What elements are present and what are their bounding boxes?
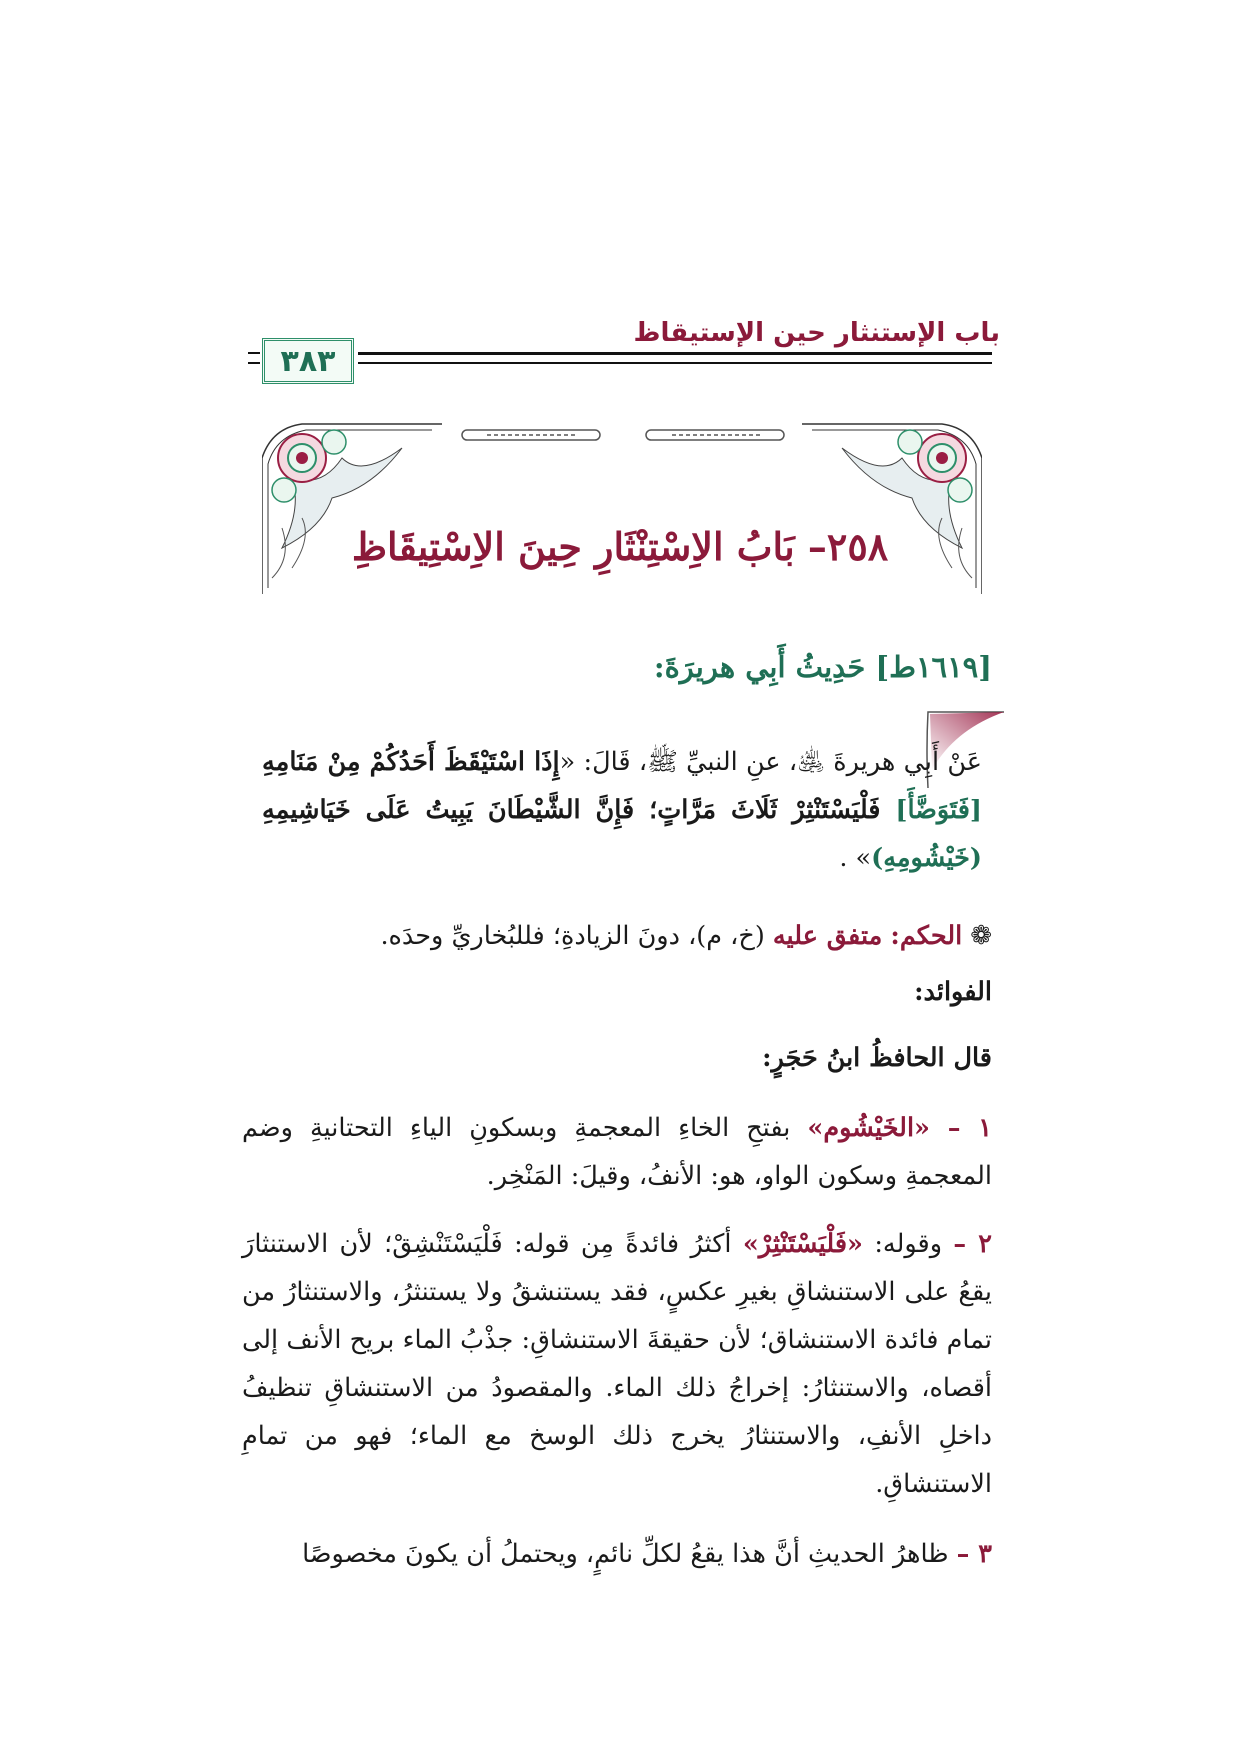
header-rule-left-bottom xyxy=(248,362,260,364)
hadith-intro: عَنْ أَبِي هريرةَ ﵁، عنِ النبيِّ ﷺ، قَالَ: « xyxy=(559,747,982,777)
point-keyword: «الخَيْشُوم» xyxy=(807,1113,948,1143)
point-number: ١ – xyxy=(947,1113,992,1143)
hadith-text xyxy=(262,738,982,882)
point-text: ظاهرُ الحديثِ أنَّ هذا يقعُ لكلِّ نائمٍ، ويحتملُ أن يكونَ مخصوصًا xyxy=(302,1539,957,1569)
point-number: ٣ – xyxy=(956,1539,992,1569)
running-header-title: باب الإستنثار حين الإستيقاظ xyxy=(633,318,1000,348)
benefits-heading: الفوائد: xyxy=(914,977,992,1007)
header-rule-left-top xyxy=(248,352,260,354)
benefit-point-1 xyxy=(242,1104,992,1200)
page-number: ٣٨٣ xyxy=(280,343,336,379)
hadith-heading: [١٦١٩ط] حَدِيثُ أَبِي هريرَةَ: xyxy=(653,650,992,684)
point-prefix: وقوله: xyxy=(862,1229,954,1259)
hadith-variant: (خَيْشُومِهِ) xyxy=(871,843,982,873)
ruling-label: الحكم: xyxy=(890,921,963,951)
point-text: أكثرُ فائدةً مِن قوله: فَلْيَسْتَنْشِقْ؛ لأن الاستنثارَ يقعُ على الاستنشاقِ بغيرِ عكسٍ، فقد يستنشقُ ولا يستنثرُ، والاستنثارُ من تمام فائدة الاستنشاق؛ لأن حقيقةَ الاستنشاقِ: جذْبُ الماء بريح الأنف إلى أقصاه، والاستنثارُ: إخراجُ ذلك الماء. والمقصودُ من الاستنشاقِ تنظيفُ داخلِ الأنفِ، والاستنثارُ يخرج ذلك الوسخ مع الماء؛ فهو من تمامِ الاستنشاقِ. xyxy=(242,1229,992,1499)
hadith-addition: [فَتَوَضَّأَ] xyxy=(895,795,982,825)
flower-bullet-icon: ❁ xyxy=(970,921,992,951)
chapter-title: ٢٥٨– بَابُ الاِسْتِنْثَارِ حِينَ الاِسْتِيقَاظِ xyxy=(351,524,889,569)
ornament-top-bars-icon xyxy=(462,430,784,440)
point-text: بفتحِ الخاءِ المعجمةِ وبسكونِ الياءِ التحتانيةِ وضم المعجمةِ وسكون الواو، هو: الأنفُ، وقيلَ: المَنْخِر. xyxy=(242,1113,992,1191)
ruling-text: (خ، م)، دونَ الزيادةِ؛ فللبُخاريِّ وحدَه. xyxy=(380,921,773,951)
header-rule-right-top xyxy=(358,352,992,355)
hadith-matn-part2: فَلْيَسْتَنْثِرْ ثَلَاثَ مَرَّاتٍ؛ فَإِنَّ الشَّيْطَانَ يَبِيتُ عَلَى خَيَاشِيمِهِ xyxy=(262,795,896,825)
point-number: ٢ – xyxy=(953,1229,992,1259)
benefit-point-3 xyxy=(242,1530,992,1578)
ruling-line xyxy=(252,912,992,960)
ruling-value: متفق عليه xyxy=(772,921,883,951)
page-number-box xyxy=(262,338,354,384)
benefits-attribution: قال الحافظُ ابنُ حَجَرٍ: xyxy=(762,1043,992,1073)
hadith-matn-part1: إِذَا اسْتَيْقَظَ أَحَدُكُمْ مِنْ مَنَامِهِ xyxy=(262,747,560,777)
hadith-closing: » . xyxy=(839,843,872,873)
benefit-point-2 xyxy=(242,1220,992,1508)
point-keyword: «فَلْيَسْتَنْثِرْ» xyxy=(742,1229,863,1259)
header-rule-right-bottom xyxy=(358,362,992,364)
